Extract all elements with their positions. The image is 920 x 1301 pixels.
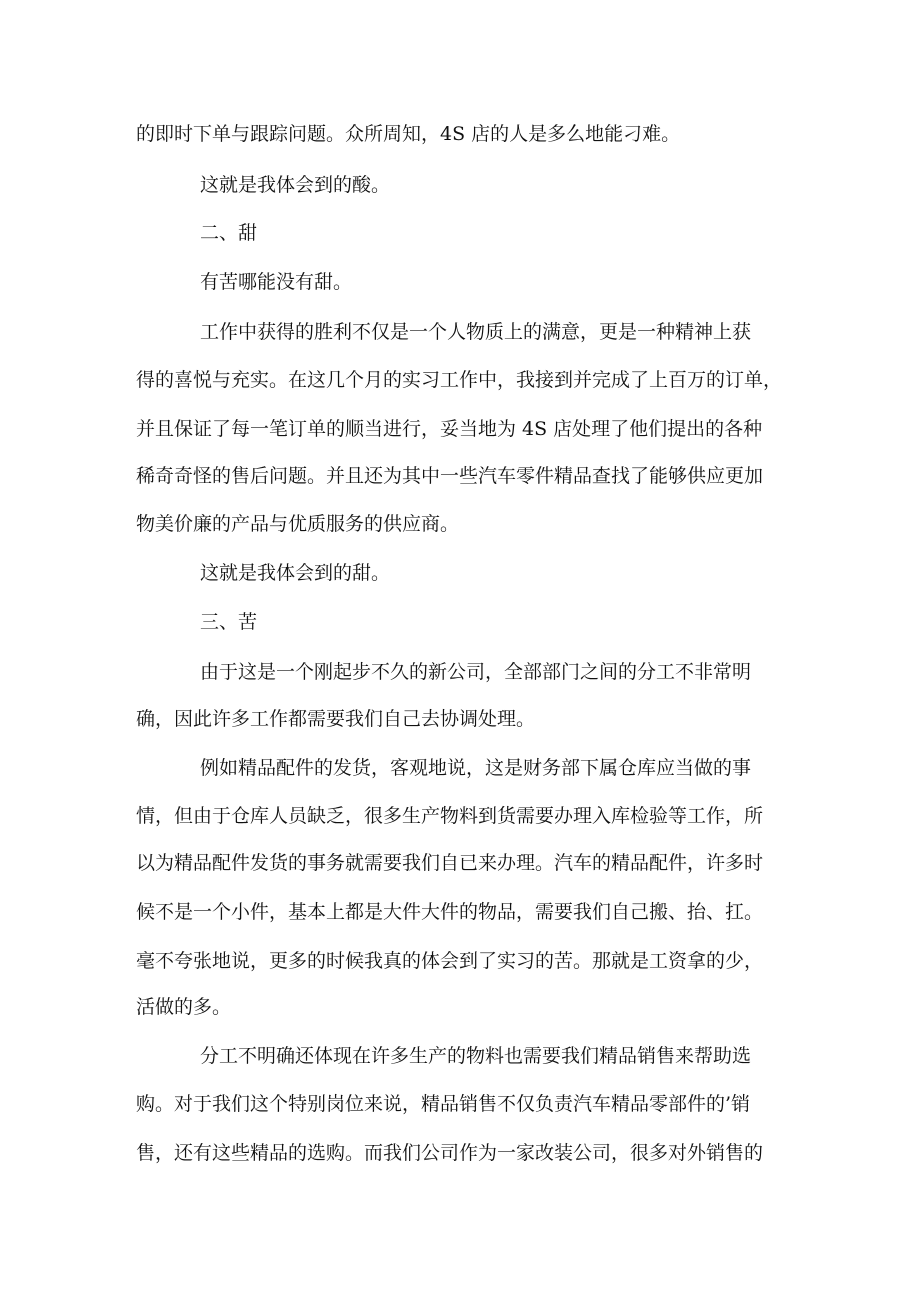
text-line: 工作中获得的胜利不仅是一个人物质上的满意，更是一种精神上获 [200, 321, 752, 343]
text-line: 购。对于我们这个特别岗位来说，精品销售不仅负责汽车精品零部件的’销 [136, 1093, 751, 1115]
text-line: 活做的多。 [136, 996, 232, 1018]
text-line: 分工不明确还体现在许多生产的物料也需要我们精品销售来帮助选 [200, 1045, 752, 1067]
text-line: 的即时下单与跟踪问题。众所周知，4S 店的人是多么地能刁难。 [136, 123, 681, 145]
text-line: 售，还有这些精品的选购。而我们公司作为一家改装公司，很多对外销售的 [136, 1142, 764, 1164]
text-line: 这就是我体会到的酸。 [200, 174, 391, 196]
text-line: 并且保证了每一笔订单的顺当进行，妥当地为 4S 店处理了他们提出的各种 [136, 418, 763, 440]
text-line: 得的喜悦与充实。在这几个月的实习工作中，我接到并完成了上百万的订单， [136, 369, 783, 391]
text-line: 例如精品配件的发货，客观地说，这是财务部下属仓库应当做的事 [200, 757, 752, 779]
text-line: 有苦哪能没有甜。 [200, 271, 353, 293]
text-line: 确，因此许多工作都需要我们自己去协调处理。 [136, 708, 536, 730]
text-line: 以为精品配件发货的事务就需要我们自已来办理。汽车的精品配件，许多时 [136, 852, 764, 874]
text-line: 候不是一个小件，基本上都是大件大件的物品，需要我们自己搬、抬、扛。 [136, 901, 764, 923]
text-line: 毫不夸张地说，更多的时候我真的体会到了实习的苦。那就是工资拿的少， [136, 950, 764, 972]
section-heading: 三、苦 [200, 611, 258, 633]
section-heading: 二、甜 [200, 222, 258, 244]
text-line: 由于这是一个刚起步不久的新公司，全部部门之间的分工不非常明 [200, 661, 752, 683]
text-line: 这就是我体会到的甜。 [200, 562, 391, 584]
text-line: 情，但由于仓库人员缺乏，很多生产物料到货需要办理入库检验等工作，所 [136, 805, 764, 827]
text-line: 稀奇奇怪的售后问题。并且还为其中一些汽车零件精品查找了能够供应更加 [136, 465, 764, 487]
text-line: 物美价廉的产品与优质服务的供应商。 [136, 513, 460, 535]
